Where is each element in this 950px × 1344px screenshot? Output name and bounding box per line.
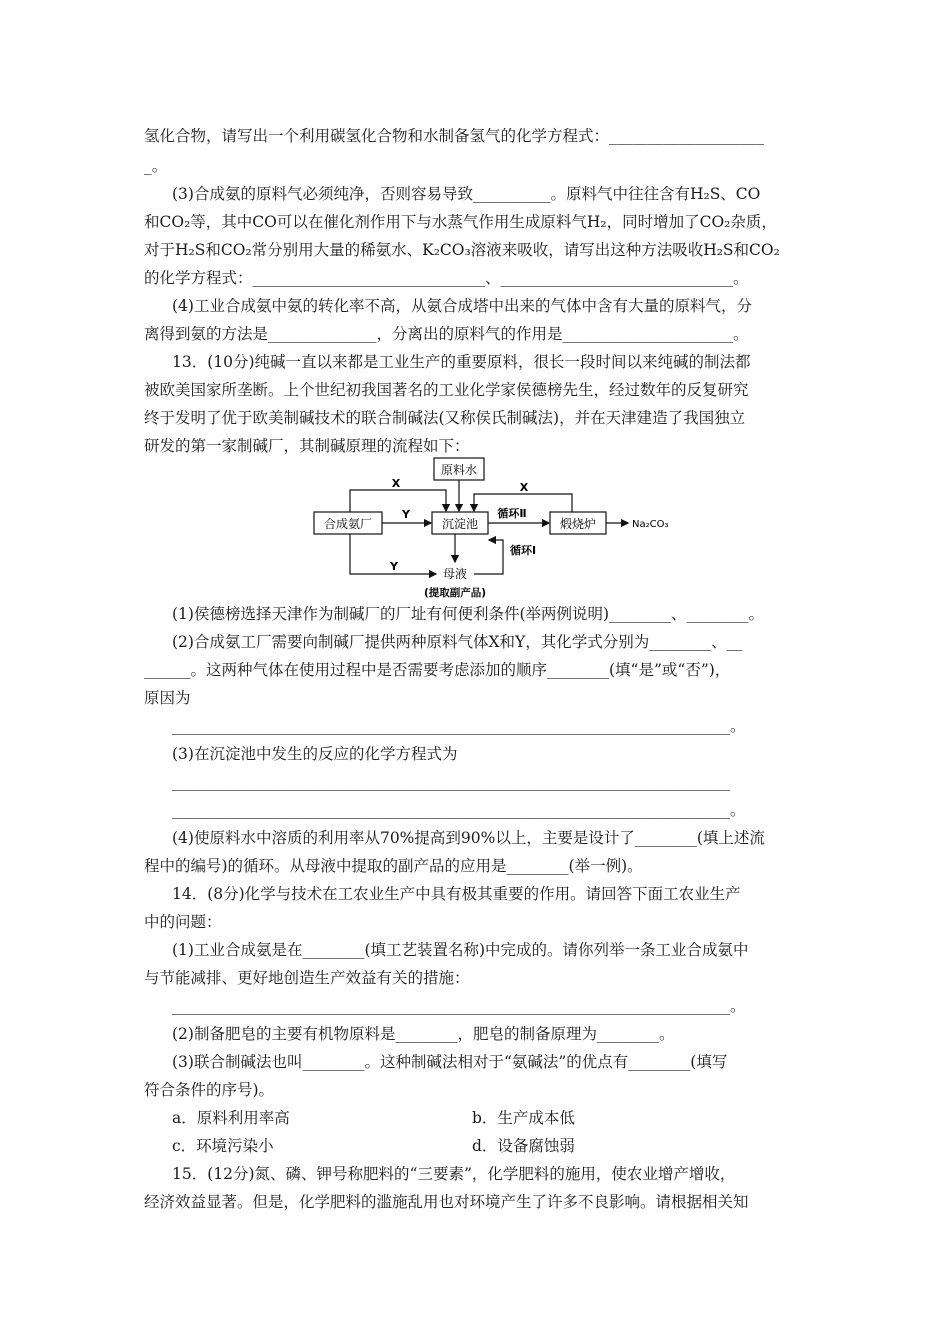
text-line: 与节能减排、更好地创造生产效益有关的措施： [144,969,470,987]
x-label: X [391,477,401,490]
text-line: 对于H₂S和CO₂常分别用大量的稀氨水、K₂CO₃溶液来吸收，请写出这种方法吸收H₂S和CO₂ [144,241,780,259]
text-line: (4)工业合成氨中氨的转化率不高，从氨合成塔中出来的气体中含有大量的原料气，分 [172,297,752,315]
cycle2-label: 循环Ⅱ [497,507,527,520]
text-line: (3)联合制碱法也叫________。这种制碱法相对于“氨碱法”的优点有________(填写 [172,1053,728,1071]
settling-tank-label: 沉淀池 [441,517,479,531]
text-line: (3)在沉淀池中发生的反应的化学方程式为 [172,745,458,763]
text-line: 经济效益显著。但是，化学肥料的滥施乱用也对环境产生了许多不良影响。请根据相关知 [144,1193,749,1211]
answer-blank-line: ________________________________________________________________________。 [172,801,746,819]
text-line: (2)制备肥皂的主要有机物原料是________，肥皂的制备原理为________。 [172,1025,675,1043]
option-row [172,1136,832,1156]
option-row [172,1108,832,1128]
text-line: 符合条件的序号)。 [144,1081,275,1099]
ammonia-plant-label: 合成氨厂 [323,517,373,531]
text-line: 氢化合物，请写出一个利用碳氢化合物和水制备氢气的化学方程式：____________________ [144,127,765,145]
x-label: X [519,481,529,494]
y-label: Y [402,508,410,521]
text-line: 研发的第一家制碱厂，其制碱原理的流程如下： [144,437,470,455]
text-line: 被欧美国家所垄断。上个世纪初我国著名的工业化学家侯德榜先生，经过数年的反复研究 [144,381,749,399]
text-line: 的化学方程式：______________________________、______________________________。 [144,269,749,287]
x-feed-arrow [350,490,446,512]
option-b: b．生产成本低 [472,1109,575,1127]
text-line: 15．(12分)氮、磷、钾号称肥料的“三要素”，化学肥料的施用，使农业增产增收， [172,1165,736,1183]
text-line: 和CO₂等，其中CO可以在催化剂作用下与水蒸气作用生成原料气H₂，同时增加了CO₂杂质， [144,213,777,231]
raw-water-label: 原料水 [440,463,478,477]
y-label: Y [390,560,398,573]
option-a: a．原料利用率高 [172,1109,290,1127]
text-line: 离得到氨的方法是______________，分离出的原料气的作用是______________________。 [144,325,749,343]
product-label: Na₂CO₃ [632,519,669,530]
answer-blank-line: ________________________________________________________________________ [172,773,730,791]
answer-blank-line: ________________________________________________________________________。 [172,997,746,1015]
text-line: (3)合成氨的原料气必须纯净，否则容易导致__________。原料气中往往含有H₂S、CO [172,185,761,203]
text-line: (2)合成氨工厂需要向制碱厂提供两种原料气体X和Y，其化学式分别为________、__ [172,633,743,651]
text-line: 14．(8分)化学与技术在工农业生产中具有极其重要的作用。请回答下面工农业生产 [172,885,741,903]
soda-process-flow-diagram [310,454,690,604]
text-line: 中的问题： [144,913,222,931]
text-line: (1)工业合成氨是在________(填工艺装置名称)中完成的。请你列举一条工业合成氨中 [172,941,749,959]
byproduct-label: (提取副产品) [423,587,487,599]
text-line: (1)侯德榜选择天津作为制碱厂的厂址有何便利条件(举两例说明)________、________。 [172,605,765,623]
cycle1-arrow [474,540,503,574]
text-line: _。 [144,157,168,175]
text-line: 程中的编号)的循环。从母液中提取的副产品的应用是________(举一例)。 [144,857,643,875]
option-c: c．环境污染小 [172,1137,274,1155]
text-line: ______。这两种气体在使用过程中是否需要考虑添加的顺序________(填“是”或“否”)， [144,661,731,679]
calciner-label: 煅烧炉 [559,517,597,531]
cycle1-label: 循环Ⅰ [510,544,537,557]
mother-liquor-label: 母液 [442,567,468,581]
answer-blank-line: ________________________________________________________________________。 [172,717,746,735]
text-line: 13．(10分)纯碱一直以来都是工业生产的重要原料，很长一段时间以来纯碱的制法都 [172,353,751,371]
text-line: 原因为 [144,689,191,707]
option-d: d．设备腐蚀弱 [472,1137,575,1155]
text-line: (4)使原料水中溶质的利用率从70%提高到90%以上，主要是设计了________(填上述流 [172,829,765,847]
text-line: 终于发明了优于欧美制碱技术的联合制碱法(又称侯氏制碱法)，并在天津建造了我国独立 [144,409,746,427]
